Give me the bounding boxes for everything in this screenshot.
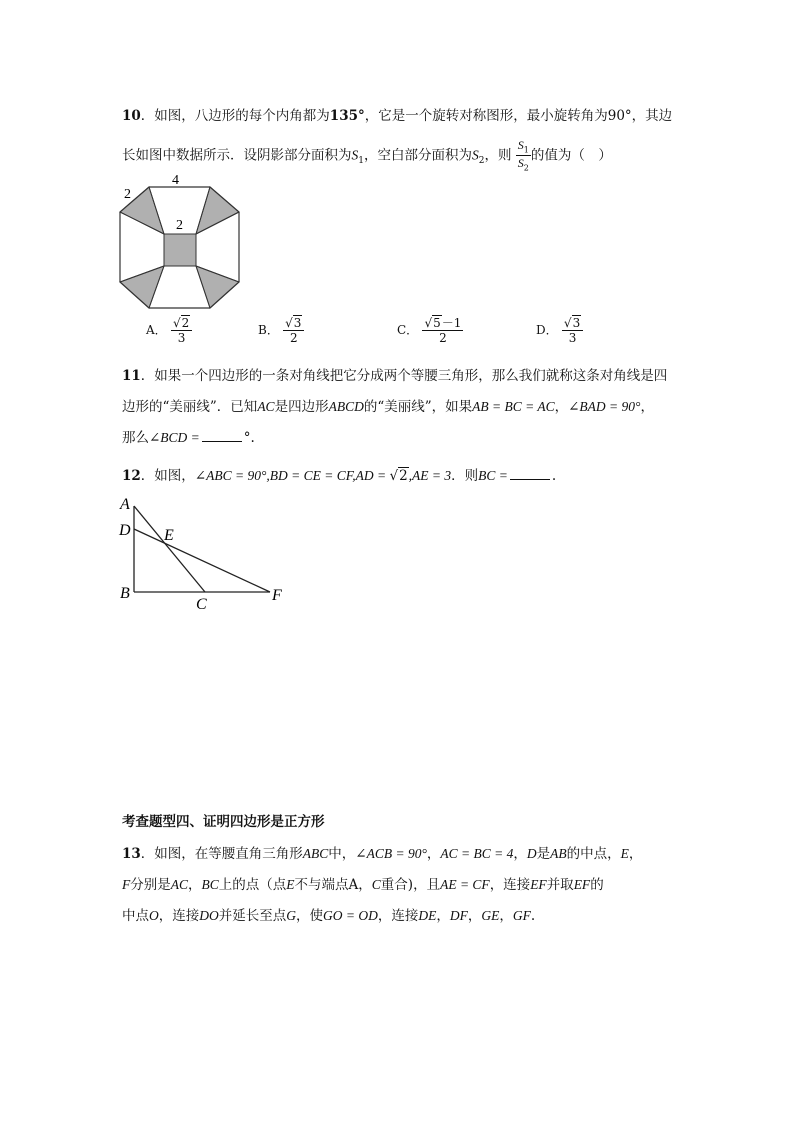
q13-do: DO — [199, 908, 219, 923]
q13-text: ， — [467, 908, 482, 924]
option-a-den: 3 — [177, 331, 186, 345]
q13-text: 中点 — [122, 908, 149, 924]
q13-c: C — [371, 877, 381, 892]
q10-s2-sub: 2 — [478, 156, 485, 167]
q10-s2: S — [471, 147, 479, 163]
q13-ge: GE — [481, 908, 500, 923]
label-side-top: 4 — [172, 173, 179, 188]
q11-abcd: ABCD — [328, 399, 364, 414]
q11-eq2: ∠BAD = 90° — [568, 399, 641, 414]
q13-eq4: GO = OD — [323, 908, 378, 923]
q13-text: 的 — [590, 877, 604, 893]
option-label: A． — [146, 323, 167, 337]
q13-text: 中， — [328, 846, 356, 862]
q12-text: ．则 — [451, 468, 479, 484]
q12-triangle-figure — [112, 492, 302, 617]
option-d-den: 3 — [568, 331, 577, 345]
q12-text: . — [551, 468, 557, 484]
q13-text: 是 — [536, 846, 551, 862]
q11-line2 — [122, 395, 654, 415]
q10-number: 10 — [122, 108, 141, 124]
option-d-radicand: 3 — [572, 316, 581, 330]
q10-ratio-num-sub: 1 — [523, 145, 529, 155]
label-A: A — [120, 496, 130, 513]
q13-text: ， — [499, 908, 513, 924]
option-b-radicand: 3 — [293, 316, 302, 330]
q13-d: D — [526, 846, 537, 861]
q12-number: 12 — [122, 468, 141, 484]
q10-text: ．如图，八边形的每个内角都为 — [140, 108, 330, 124]
q13-eq3: AE = CF — [440, 877, 490, 892]
q13-text: 不与端点A， — [294, 877, 372, 893]
option-label: B． — [258, 323, 279, 337]
q10-s1: S — [351, 147, 359, 163]
q10-line2 — [122, 139, 612, 173]
q10-text: 的值为（ ） — [530, 147, 612, 164]
q13-text: 重合)，且 — [380, 877, 441, 893]
q11-text: °. — [243, 430, 255, 446]
q10-s1-sub: 1 — [358, 156, 364, 167]
q13-ac: AC — [170, 877, 189, 892]
q10-text: ，则 — [484, 147, 512, 164]
option-a-radicand: 2 — [181, 316, 190, 330]
q13-de: DE — [418, 908, 437, 923]
shaded-center-square — [164, 234, 196, 266]
q11-line3 — [122, 426, 255, 446]
q13-line1 — [122, 842, 642, 862]
label-side-corner: 2 — [124, 187, 131, 202]
q10-text: ，空白部分面积为 — [363, 147, 472, 164]
q10-line1 — [122, 104, 672, 124]
q13-text: ．如图，在等腰直角三角形 — [140, 846, 303, 862]
q11-text: 边形的“美丽线”．已知 — [122, 399, 258, 415]
q11-number: 11 — [122, 368, 141, 384]
q11-ac: AC — [257, 399, 275, 414]
q12-radicand: 2 — [399, 468, 408, 484]
option-label: D． — [536, 323, 558, 337]
q11-text: ．如果一个四边形的一条对角线把它分成两个等腰三角形，那么我们就称这条对角线是四 — [140, 368, 668, 384]
q12-line1 — [122, 464, 556, 484]
q11-line1 — [122, 364, 667, 384]
q12-text: ．如图， — [140, 468, 195, 484]
q13-text: ， — [188, 877, 202, 893]
q13-ef1: EF — [530, 877, 547, 892]
q10-angle-90: 90° — [607, 108, 632, 124]
q12-eq3: BC = — [478, 468, 508, 483]
q13-e: E — [620, 846, 629, 861]
q13-text: ， — [426, 846, 441, 862]
q13-text: 上的点（点 — [218, 877, 287, 893]
q13-ef2: EF — [573, 877, 591, 892]
q11-eq1: AB = BC = AC — [472, 399, 555, 414]
q13-f: F — [122, 877, 131, 892]
q12-eq2: ,AE = 3 — [408, 468, 452, 483]
q11-text: 是四边形 — [274, 399, 329, 415]
option-c-suffix: －1 — [441, 316, 462, 330]
q13-bc: BC — [201, 877, 219, 892]
q10-text: 长如图中数据所示．设阴影部分面积为 — [122, 147, 352, 164]
q13-text: ，连接 — [489, 877, 531, 893]
q13-text: . — [530, 908, 536, 924]
q13-e2: E — [286, 877, 295, 892]
q10-octagon-figure — [112, 170, 247, 315]
q13-line3 — [122, 904, 535, 924]
q11-eq3: ∠BCD = — [149, 430, 200, 445]
q13-text: ，连接 — [377, 908, 419, 924]
q10-option-d[interactable]: D． $\frac{√3}{3}$ — [536, 317, 583, 344]
q12-eq1: ∠ABC = 90°,BD = CE = CF,AD = — [194, 468, 390, 483]
label-C: C — [196, 596, 207, 613]
q13-text: 并取 — [546, 877, 574, 893]
option-c-radicand: 5 — [433, 316, 441, 330]
section-title: 考查题型四、证明四边形是正方形 — [122, 814, 325, 830]
q13-gf: GF — [512, 908, 531, 923]
q10-text: ，它是一个旋转对称图形，最小旋转角为 — [364, 108, 608, 124]
option-label: C． — [397, 323, 419, 337]
q11-text: ， — [554, 399, 569, 415]
q13-number: 13 — [122, 846, 141, 862]
label-B: B — [120, 585, 130, 602]
q11-answer-blank[interactable] — [202, 431, 242, 442]
q13-line2 — [122, 873, 604, 893]
q13-eq1: ∠ACB = 90° — [355, 846, 427, 861]
option-b-den: 2 — [289, 331, 298, 345]
q10-text: ，其边 — [631, 108, 673, 124]
q13-abc: ABC — [302, 846, 329, 861]
q10-ratio-fraction — [516, 139, 531, 173]
q10-ratio-num: S — [517, 138, 524, 152]
q10-angle-135: 135° — [329, 108, 365, 124]
q13-o: O — [149, 908, 159, 923]
q10-option-c[interactable]: C． $\frac{√5-1}{2}$ — [397, 316, 462, 345]
q12-answer-blank[interactable] — [510, 469, 550, 480]
q12-sqrt: √2 — [389, 468, 408, 484]
q13-text: 并延长至点 — [218, 908, 287, 924]
q11-text: 那么 — [122, 430, 149, 446]
q13-text: ， — [513, 846, 527, 862]
q13-text: 分别是 — [130, 877, 171, 893]
label-F: F — [272, 587, 282, 604]
q13-text: ， — [436, 908, 450, 924]
q13-text: ，连接 — [158, 908, 200, 924]
q11-text: 的“美丽线”，如果 — [363, 399, 473, 415]
q13-g: G — [286, 908, 296, 923]
q13-text: 的中点， — [566, 846, 621, 862]
q13-ab: AB — [550, 846, 567, 861]
label-side-square: 2 — [176, 218, 183, 233]
label-D: D — [119, 522, 131, 539]
q10-ratio-den-sub: 2 — [523, 163, 529, 173]
q13-df: DF — [449, 908, 468, 923]
q11-text: ， — [640, 399, 654, 415]
q10-option-a[interactable]: A． $\frac{√2}{3}$ — [146, 317, 192, 344]
q10-ratio-den: S — [517, 156, 524, 171]
option-c-den: 2 — [439, 331, 447, 345]
q10-option-b[interactable]: B． $\frac{√3}{2}$ — [258, 317, 304, 344]
q13-text: ， — [628, 846, 643, 862]
q13-text: ，使 — [296, 908, 323, 924]
q13-eq2: AC = BC = 4 — [440, 846, 514, 861]
label-E: E — [164, 527, 174, 544]
